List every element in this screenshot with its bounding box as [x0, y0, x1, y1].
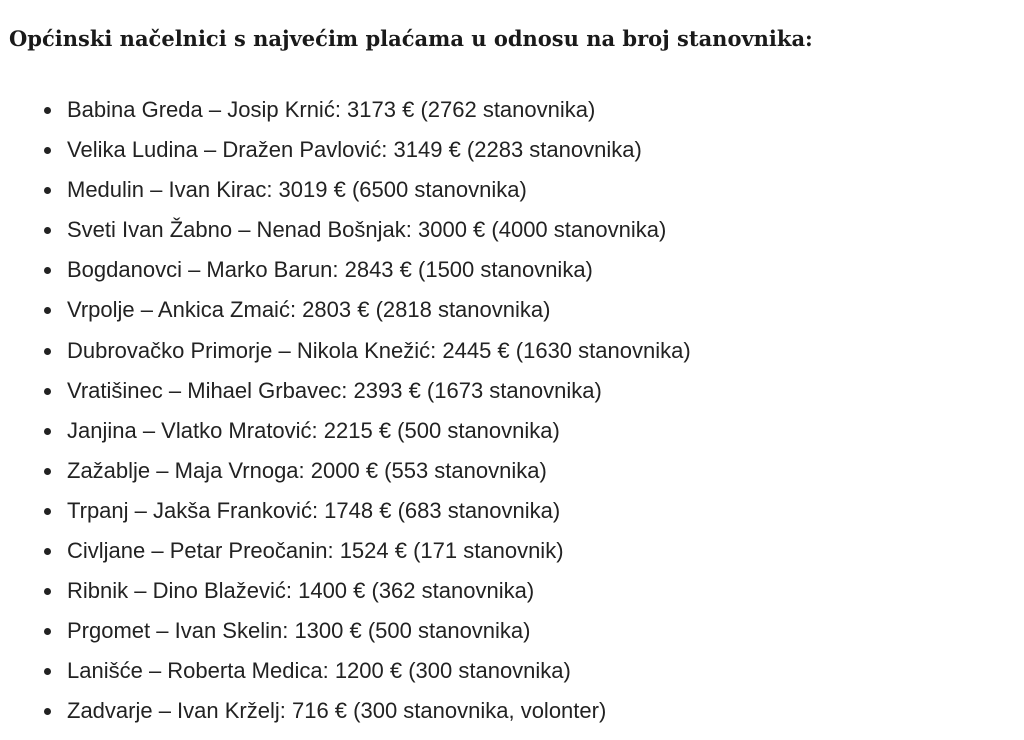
- list-item: [0, 90, 691, 130]
- bullet-icon: [44, 348, 51, 355]
- bullet-icon: [44, 668, 51, 675]
- list-item-text: Lanišće – Roberta Medica: 1200 € (300 stanovnika): [67, 658, 571, 684]
- mayor-salary-list: [0, 90, 691, 732]
- list-item: [0, 170, 691, 210]
- bullet-icon: [44, 107, 51, 114]
- list-item: [0, 411, 691, 451]
- list-item: [0, 290, 691, 330]
- list-item: [0, 210, 691, 250]
- bullet-icon: [44, 187, 51, 194]
- list-item: [0, 611, 691, 651]
- list-item-text: Prgomet – Ivan Skelin: 1300 € (500 stanovnika): [67, 618, 531, 644]
- list-item-text: Janjina – Vlatko Mratović: 2215 € (500 stanovnika): [67, 417, 560, 443]
- bullet-icon: [44, 588, 51, 595]
- list-item: [0, 651, 691, 691]
- list-item-text: Vrpolje – Ankica Zmaić: 2803 € (2818 stanovnika): [67, 297, 551, 323]
- bullet-icon: [44, 388, 51, 395]
- list-item-text: Zadvarje – Ivan Krželj: 716 € (300 stanovnika, volonter): [67, 698, 607, 724]
- bullet-icon: [44, 548, 51, 555]
- list-item-text: Dubrovačko Primorje – Nikola Knežić: 2445 € (1630 stanovnika): [67, 337, 691, 363]
- bullet-icon: [44, 267, 51, 274]
- bullet-icon: [44, 508, 51, 515]
- bullet-icon: [44, 147, 51, 154]
- list-item-text: Babina Greda – Josip Krnić: 3173 € (2762 stanovnika): [67, 97, 596, 122]
- list-item: [0, 691, 691, 731]
- bullet-icon: [44, 708, 51, 715]
- bullet-icon: [44, 428, 51, 435]
- list-item: [0, 491, 691, 531]
- list-item-text: Ribnik – Dino Blažević: 1400 € (362 stanovnika): [67, 578, 535, 604]
- bullet-icon: [44, 307, 51, 314]
- list-item: [0, 371, 691, 411]
- list-item-text: Sveti Ivan Žabno – Nenad Bošnjak: 3000 € (4000 stanovnika): [67, 217, 667, 243]
- list-item-text: Bogdanovci – Marko Barun: 2843 € (1500 stanovnika): [67, 257, 593, 283]
- bullet-icon: [44, 628, 51, 635]
- list-item-text: Velika Ludina – Dražen Pavlović: 3149 € (2283 stanovnika): [67, 137, 642, 163]
- list-item: [0, 130, 691, 170]
- list-item-text: Trpanj – Jakša Franković: 1748 € (683 stanovnika): [67, 497, 561, 523]
- list-item: [0, 331, 691, 371]
- bullet-icon: [44, 227, 51, 234]
- list-item-text: Zažablje – Maja Vrnoga: 2000 € (553 stanovnika): [67, 457, 547, 483]
- bullet-icon: [44, 468, 51, 475]
- list-item-text: Civljane – Petar Preočanin: 1524 € (171 stanovnik): [67, 538, 564, 564]
- list-item-text: Vratišinec – Mihael Grbavec: 2393 € (1673 stanovnika): [67, 377, 602, 403]
- list-item-text: Medulin – Ivan Kirac: 3019 € (6500 stanovnika): [67, 177, 527, 203]
- list-item: [0, 531, 691, 571]
- list-item: [0, 571, 691, 611]
- list-item: [0, 250, 691, 290]
- list-item: [0, 451, 691, 491]
- article-heading: Općinski načelnici s najvećim plaćama u odnosu na broj stanovnika:: [9, 26, 813, 51]
